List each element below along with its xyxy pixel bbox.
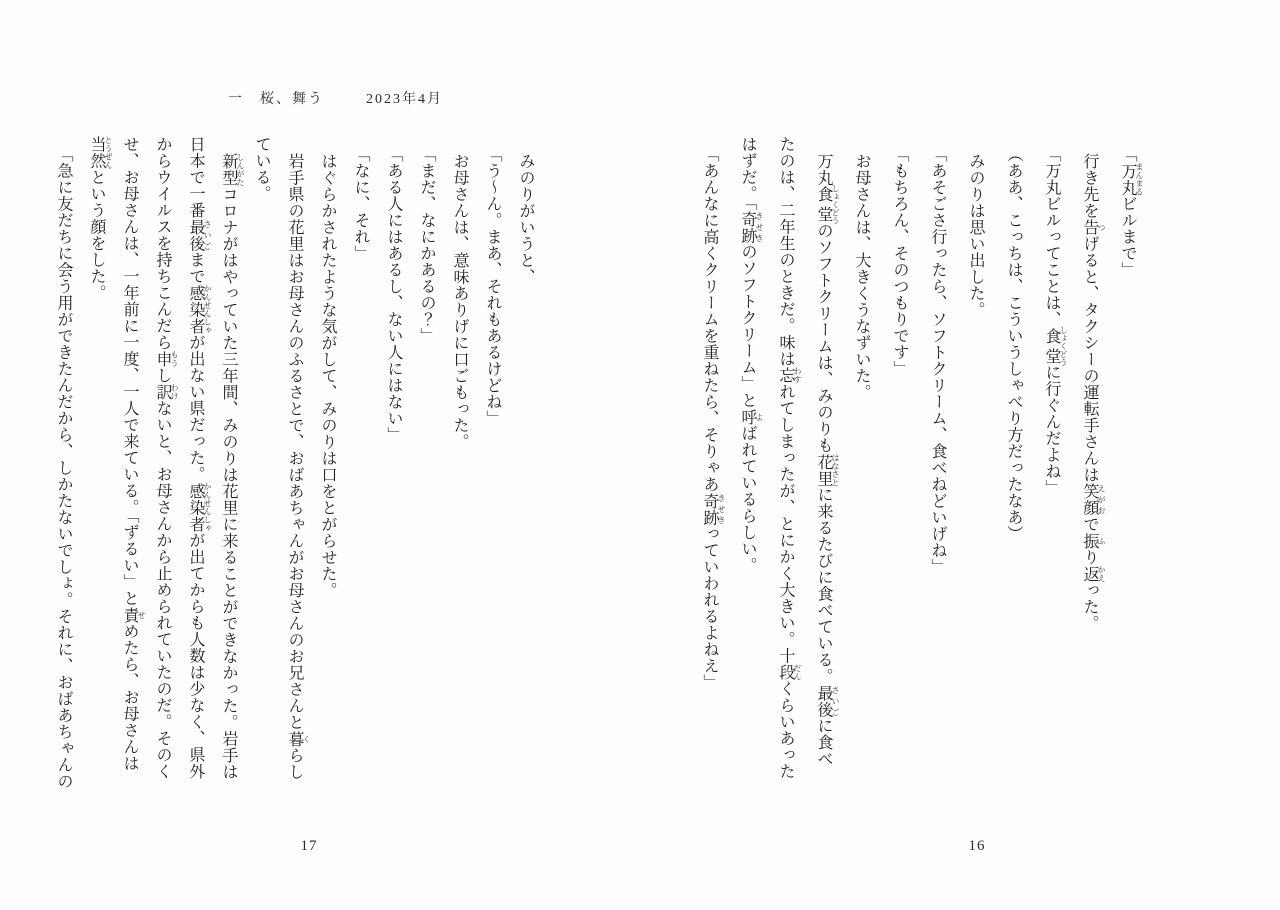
text-line: 新型 しんがたコロナがはやっていた三年間、みのりは花里に来ることができなかった。岩手は xyxy=(220,153,245,780)
page-16-text xyxy=(690,136,1146,796)
text-line: はぐらかされたような気がして、みのりは口をとがらせた。 xyxy=(319,153,336,599)
text-line: 万丸食堂 しょくどうのソフトクリームは、みのりも花里 はなさとに来るたびに食べている。最後 さいごに食べ xyxy=(815,153,840,767)
text-line: 「なに、それ」 xyxy=(352,146,369,262)
text-line: 「万丸 まんまるビルまで」 xyxy=(1119,146,1144,278)
text-line: 「う〜ん。まあ、それもあるけどね」 xyxy=(484,146,501,427)
text-line: 当然 とうぜんという顔をした。 xyxy=(88,136,113,301)
text-line: 「もちろん、そのつもりです」 xyxy=(891,146,908,377)
text-line: みのりは思い出した。 xyxy=(967,153,984,318)
text-line: 「あそごさ行ったら、ソフトクリーム、食べねどいげね」 xyxy=(929,146,946,575)
text-line: 「あんなに高くクリームを重ねたら、そりゃあ奇跡 きせきっていわれるよねえ」 xyxy=(701,146,726,691)
text-line: お母さんは、大きくうなずいた。 xyxy=(853,153,870,401)
page-17-text xyxy=(47,136,542,796)
running-head xyxy=(228,88,443,108)
page-number-17: 17 xyxy=(300,838,318,854)
chapter-date: 2023年4月 xyxy=(366,92,443,107)
text-line: 「ある人にはあるし、ない人にはない」 xyxy=(385,146,402,443)
text-line: 「まだ、なにかあるの？」 xyxy=(418,146,435,344)
text-line: 岩手県の花里はお母さんのふるさとで、おばあちゃんがお母さんのお兄さんと暮 くらし xyxy=(286,153,311,780)
text-line: せ、お母さんは、一年前に一度、一人で来ている。「ずるい」と責 せめたら、お母さんは xyxy=(121,136,146,772)
text-line: （ああ、こっちは、こういうしゃべり方だったなあ） xyxy=(1005,146,1022,542)
text-line: 「万丸ビルってことは、食堂 しょくどうに行ぐんだよね」 xyxy=(1043,146,1068,496)
text-line: 「急に友だちに会う用ができたんだから、しかたないでしょ。それに、おばあちゃんの xyxy=(55,146,72,790)
text-line: みのりがいうと、 xyxy=(517,153,534,285)
text-line: たのは、二年生のときだ。味は忘 わすれてしまったが、とにかく大きい。十段 だんくらいあった xyxy=(777,136,802,780)
text-line: はずだ。「奇跡 きせきのソフトクリーム」と呼 よばれているらしい。 xyxy=(739,136,764,574)
chapter-title: 桜、舞う xyxy=(260,92,324,107)
text-line: からウイルスを持ちこんだら申 もうし訳 わけないと、お母さんから止められていたのだ。そのく xyxy=(154,136,179,780)
text-line: ている。 xyxy=(253,136,270,202)
text-line: 日本で一番最後 さいごまで感染者 かんせんしゃが出ない県だった。感染者 かんせんしゃが出てからも人数は少なく、県外 xyxy=(187,136,212,780)
page-number-16: 16 xyxy=(968,838,986,854)
text-line: お母さんは、意味ありげに口ごもった。 xyxy=(451,153,468,450)
text-line: 行き先を告 つげると、タクシーの運転手さんは笑顔 えがおで振 ふり返 かえった。 xyxy=(1081,153,1106,632)
chapter-number: 一 xyxy=(228,92,244,107)
